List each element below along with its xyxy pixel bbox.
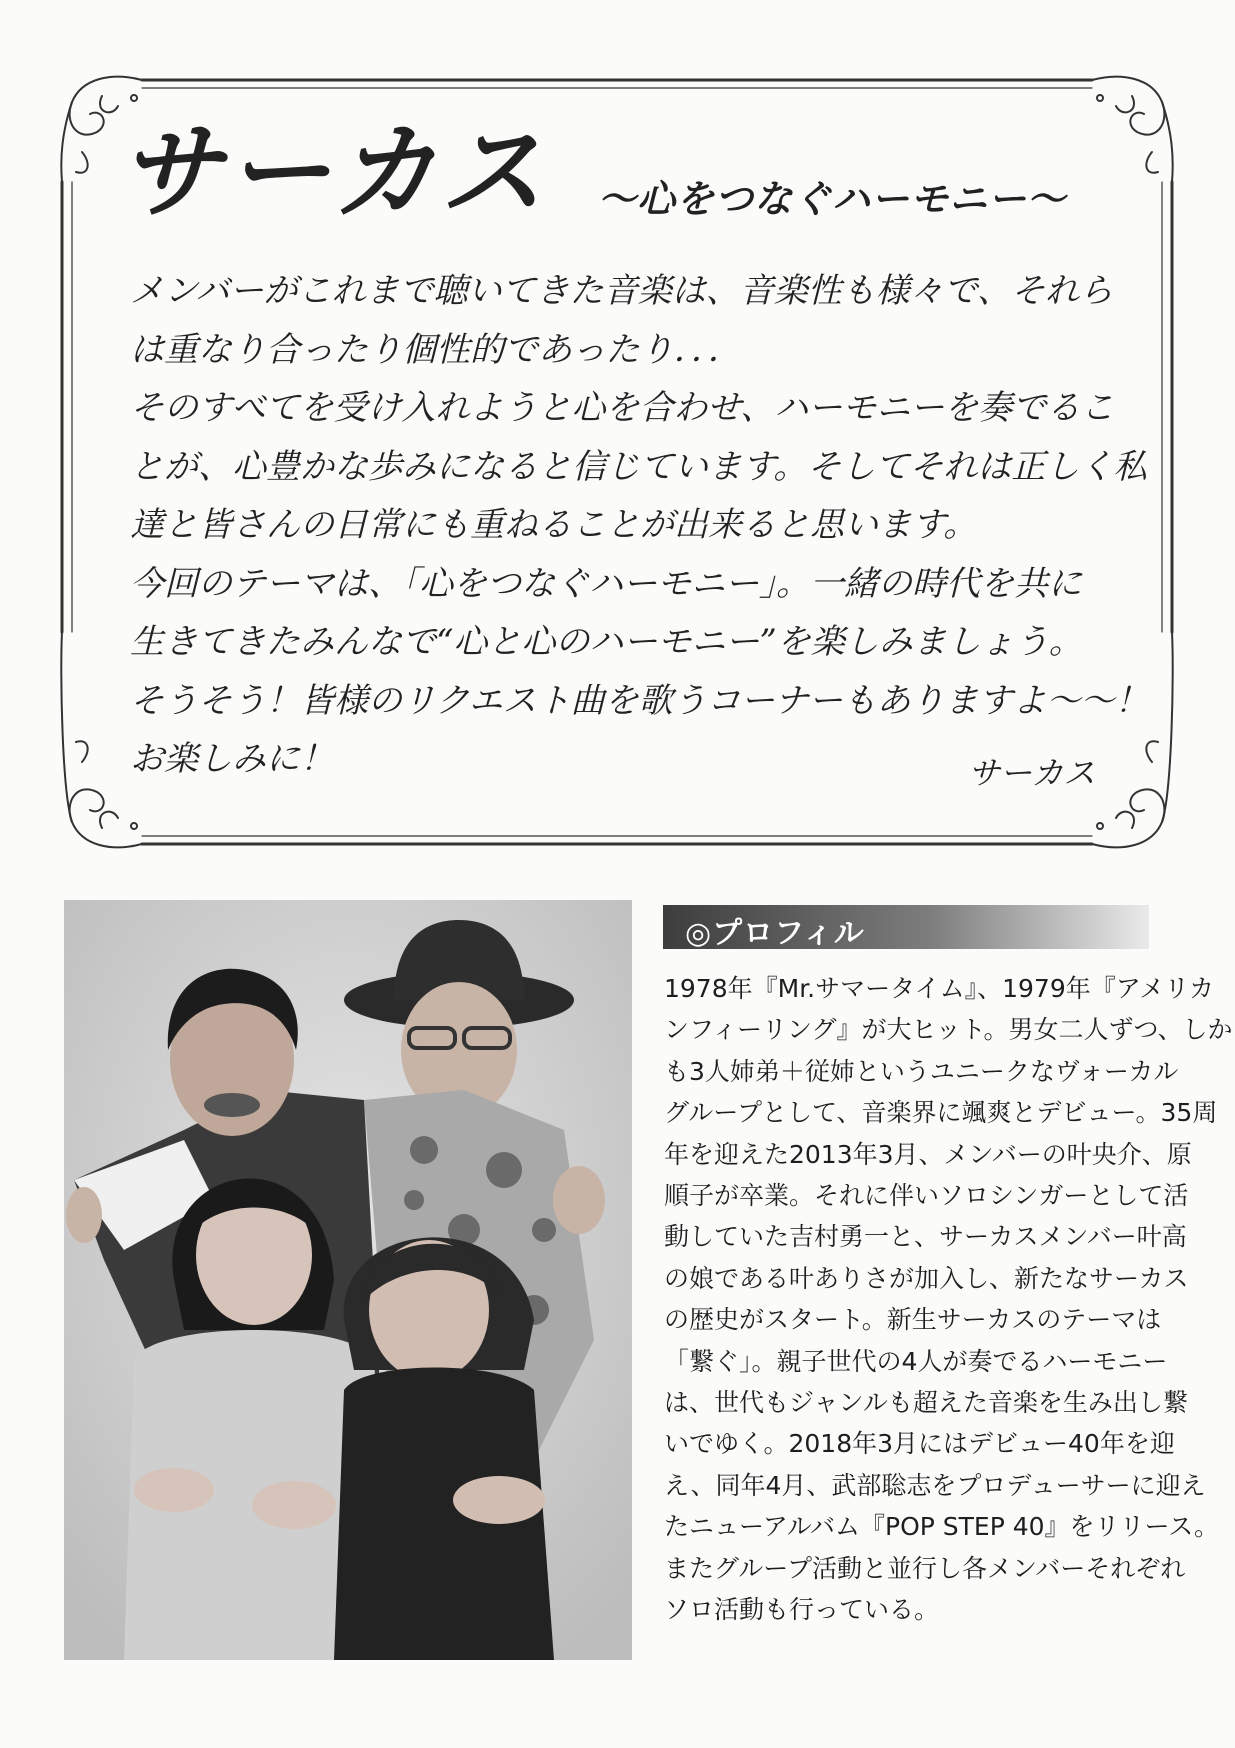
profile-heading-bar bbox=[663, 905, 1149, 949]
profile-body bbox=[664, 968, 1233, 1631]
profile-line: え、同年4月、武部聡志をプロデューサーに迎え bbox=[664, 1470, 1206, 1500]
message-line: 生きてきたみんなで“心と心のハーモニー”を楽しみましょう。 bbox=[130, 622, 1083, 662]
profile-line: たニューアルバム『POP STEP 40』をリリース。 bbox=[664, 1512, 1220, 1542]
message-line: は重なり合ったり個性的であったり．．． bbox=[130, 329, 742, 370]
message-line: お楽しみに！ bbox=[130, 739, 334, 779]
message-line: そのすべてを受け入れようと心を合わせ、ハーモニーを奏でるこ bbox=[130, 388, 1115, 428]
profile-line: ソロ活動も行っている。 bbox=[664, 1595, 940, 1625]
profile-line: 1978年『Mr.サマータイム』、1979年『アメリカ bbox=[664, 974, 1214, 1003]
message-line: そうそう！皆様のリクエスト曲を歌うコーナーもありますよ～～！ bbox=[130, 680, 1149, 721]
profile-line: の娘である叶ありさが加入し、新たなサーカス bbox=[664, 1263, 1189, 1293]
profile-line: ンフィーリング』が大ヒット。男女二人ずつ、しか bbox=[664, 1015, 1233, 1045]
message-line: 達と皆さんの日常にも重ねることが出来ると思います。 bbox=[130, 505, 978, 545]
profile-line: の歴史がスタート。新生サーカスのテーマは bbox=[664, 1305, 1162, 1335]
page-subtitle: ～心をつなぐハーモニー～ bbox=[598, 177, 1067, 221]
profile-line: グループとして、音楽界に颯爽とデビュー。35周 bbox=[664, 1098, 1218, 1128]
message-body bbox=[130, 262, 1149, 789]
profile-heading: ◎プロフィル bbox=[685, 916, 865, 951]
profile-line: は、世代もジャンルも超えた音楽を生み出し繋 bbox=[664, 1388, 1188, 1418]
profile-line: いでゆく。2018年3月にはデビュー40年を迎 bbox=[664, 1429, 1175, 1459]
message-line: 今回のテーマは、「心をつなぐハーモニー」。一緒の時代を共に bbox=[130, 563, 1082, 604]
signature: サーカス bbox=[968, 754, 1096, 792]
profile-line: またグループ活動と並行し各メンバーそれぞれ bbox=[664, 1553, 1186, 1583]
profile-line: 「繋ぐ」。親子世代の4人が奏でるハーモニー bbox=[664, 1346, 1168, 1376]
group-photo bbox=[64, 900, 632, 1660]
profile-line: 年を迎えた2013年3月、メンバーの叶央介、原 bbox=[664, 1139, 1192, 1169]
profile-line: 順子が卒業。それに伴いソロシンガーとして活 bbox=[664, 1181, 1189, 1211]
profile-line: も3人姉弟＋従姉というユニークなヴォーカル bbox=[664, 1056, 1179, 1086]
page-title: サーカス bbox=[118, 111, 548, 233]
message-line: とが、心豊かな歩みになると信じています。そしてそれは正しく私 bbox=[130, 446, 1148, 487]
message-line: メンバーがこれまで聴いてきた音楽は、音楽性も様々で、それら bbox=[130, 271, 1113, 311]
profile-line: 動していた吉村勇一と、サーカスメンバー叶高 bbox=[664, 1222, 1187, 1252]
